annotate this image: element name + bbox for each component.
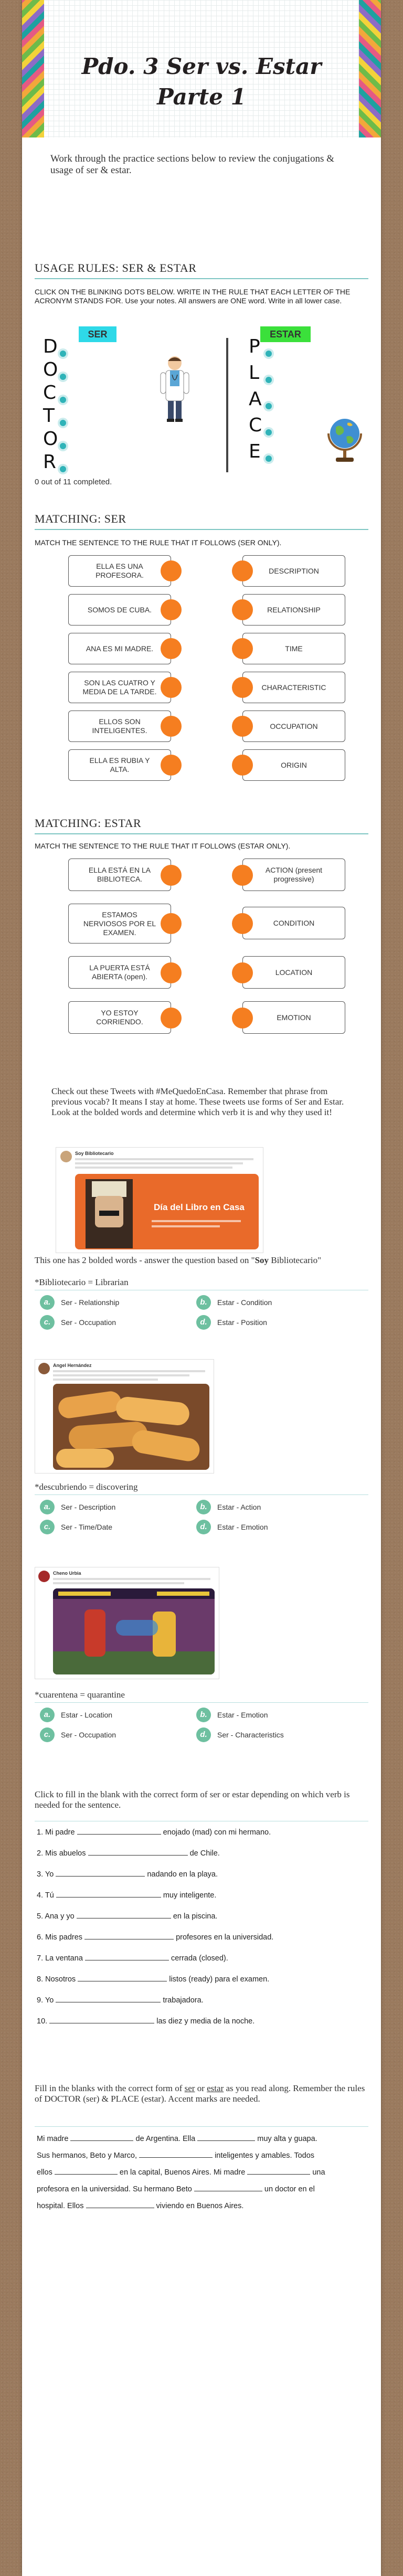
doctor-letter-d: D xyxy=(43,336,58,357)
blink-dot-d[interactable] xyxy=(60,351,66,357)
q2-option-a-circle[interactable]: a. xyxy=(40,1500,55,1514)
q3-option-a-circle[interactable]: a. xyxy=(40,1708,55,1722)
fill1-blank-1[interactable] xyxy=(77,1834,161,1835)
worksheet-page xyxy=(22,0,381,2576)
title-line-1: Pdo. 3 Ser vs. Estar xyxy=(81,54,322,79)
ser-right-1[interactable]: DESCRIPTION xyxy=(242,555,345,587)
q2-option-c-label[interactable]: Ser - Time/Date xyxy=(61,1523,113,1531)
estar-left-knob-3[interactable] xyxy=(161,962,182,983)
blink-dot-r[interactable] xyxy=(60,466,66,472)
q2-option-a-label[interactable]: Ser - Description xyxy=(61,1503,116,1511)
estar-left-4[interactable]: YO ESTOY CORRIENDO. xyxy=(68,1001,171,1034)
place-letter-l: L xyxy=(249,362,260,384)
usage-heading: USAGE RULES: SER & ESTAR xyxy=(35,261,197,274)
fill1-blank-3[interactable] xyxy=(56,1876,145,1877)
fill2-line-2: Sus hermanos, Beto y Marco, inteligentes y amables. Todos xyxy=(37,2151,315,2160)
estar-right-2[interactable]: CONDITION xyxy=(242,907,345,939)
fill2-line-3: ellos en la capital, Buenos Aires. Mi madre una xyxy=(37,2168,325,2177)
ser-left-knob-3[interactable] xyxy=(161,638,182,659)
q3-option-b-circle[interactable]: b. xyxy=(196,1708,211,1722)
estar-left-knob-2[interactable] xyxy=(161,913,182,934)
fill1-blank-2[interactable] xyxy=(88,1855,188,1856)
blink-dot-p[interactable] xyxy=(266,351,272,357)
place-letter-a: A xyxy=(249,388,262,410)
tweet-2-screenshot xyxy=(35,1359,214,1473)
fill2-blank-3[interactable] xyxy=(139,2157,213,2158)
estar-left-2[interactable]: ESTAMOS NERVIOSOS POR EL EXAMEN. xyxy=(68,904,171,944)
ser-left-knob-2[interactable] xyxy=(161,599,182,620)
fill2-line-5: hospital. Ellos viviendo en Buenos Aires. xyxy=(37,2202,244,2210)
doctor-letter-c: C xyxy=(43,382,57,404)
fill1-item-6: 6. Mis padres profesores en la universidad. xyxy=(37,1933,274,1942)
tweet-3-image xyxy=(53,1588,215,1674)
q3-option-c-label[interactable]: Ser - Occupation xyxy=(61,1731,116,1739)
estar-left-3[interactable]: LA PUERTA ESTÁ ABIERTA (open). xyxy=(68,956,171,989)
avatar xyxy=(38,1571,50,1582)
fill2-blank-5[interactable] xyxy=(247,2174,310,2175)
estar-right-knob-1[interactable] xyxy=(232,865,253,886)
q2-option-d-circle[interactable]: d. xyxy=(196,1520,211,1534)
tweets-intro: Check out these Tweets with #MeQuedoEnCasa. Remember that phrase from previous vocab? It means I stay at home. These tweets use forms of Ser and Estar. Look at the bolded words and determine which verb it is and why they used it! xyxy=(51,1086,344,1117)
q2-divider xyxy=(35,1494,368,1495)
fill1-item-8: 8. Nosotros listos (ready) para el examen. xyxy=(37,1975,270,1984)
fill1-item-1: 1. Mi padre enojado (mad) con mi hermano. xyxy=(37,1828,271,1837)
intro-text: Work through the practice sections below to review the conjugations & usage of ser & estar. xyxy=(50,153,334,176)
estar-right-4[interactable]: EMOTION xyxy=(242,1001,345,1034)
ser-left-3[interactable]: ANA ES MI MADRE. xyxy=(68,633,171,664)
tweet-1-image xyxy=(75,1174,259,1249)
q3-option-c-circle[interactable]: c. xyxy=(40,1727,55,1742)
estar-left-knob-1[interactable] xyxy=(161,865,182,886)
q3-gloss: *cuarentena = quarantine xyxy=(35,1690,125,1700)
q3-option-a-label[interactable]: Estar - Location xyxy=(61,1711,113,1719)
q3-option-d-label[interactable]: Ser - Characteristics xyxy=(217,1731,284,1739)
ser-left-6[interactable]: ELLA ES RUBIA Y ALTA. xyxy=(68,749,171,781)
tweet-3-user: Cheno Urbia xyxy=(53,1571,81,1576)
tweet-1-screenshot xyxy=(56,1147,263,1253)
fill1-item-3: 3. Yo nadando en la playa. xyxy=(37,1870,218,1879)
blink-dot-o2[interactable] xyxy=(60,443,66,449)
q1-option-d-label[interactable]: Estar - Position xyxy=(217,1318,267,1327)
fill1-item-10: 10. las diez y media de la noche. xyxy=(37,2017,255,2026)
estar-right-knob-4[interactable] xyxy=(232,1008,253,1029)
q3-option-d-circle[interactable]: d. xyxy=(196,1727,211,1742)
q1-gloss: *Bibliotecario = Librarian xyxy=(35,1277,129,1287)
avatar xyxy=(60,1151,72,1162)
fill2-divider xyxy=(35,2126,368,2127)
tweet-2-image xyxy=(53,1384,209,1470)
matching-ser-divider xyxy=(35,529,368,530)
estar-right-knob-3[interactable] xyxy=(232,962,253,983)
estar-left-knob-4[interactable] xyxy=(161,1008,182,1029)
ser-right-3[interactable]: TIME xyxy=(242,633,345,664)
blink-dot-l[interactable] xyxy=(266,377,272,383)
fill1-item-2: 2. Mis abuelos de Chile. xyxy=(37,1849,220,1858)
blink-dot-a[interactable] xyxy=(266,403,272,409)
blink-dot-e[interactable] xyxy=(266,455,272,462)
fill2-line-1: Mi madre de Argentina. Ella muy alta y guapa. xyxy=(37,2135,317,2143)
matching-ser-instructions: MATCH THE SENTENCE TO THE RULE THAT IT FOLLOWS (SER ONLY). xyxy=(35,538,282,547)
q1-option-b-label[interactable]: Estar - Condition xyxy=(217,1298,272,1307)
q3-divider xyxy=(35,1702,368,1703)
blink-dot-c2[interactable] xyxy=(266,429,272,436)
estar-right-knob-2[interactable] xyxy=(232,913,253,934)
q3-option-b-label[interactable]: Estar - Emotion xyxy=(217,1711,268,1719)
doctor-letter-r: R xyxy=(43,451,57,473)
blink-dot-c[interactable] xyxy=(60,397,66,403)
ser-right-knob-2[interactable] xyxy=(232,599,253,620)
doctor-letter-o: O xyxy=(43,359,58,380)
estar-left-1[interactable]: ELLA ESTÁ EN LA BIBLIOTECA. xyxy=(68,858,171,891)
center-divider xyxy=(226,338,228,472)
tweet-2-user: Angel Hernández xyxy=(53,1363,92,1368)
doctor-letter-t: T xyxy=(43,405,55,427)
q2-option-b-label[interactable]: Estar - Action xyxy=(217,1503,261,1511)
ser-right-5[interactable]: OCCUPATION xyxy=(242,711,345,742)
q1-prompt: This one has 2 bolded words - answer the question based on "Soy Bibliotecario" xyxy=(35,1255,322,1265)
ser-right-knob-5[interactable] xyxy=(232,716,253,737)
q1-option-c-label[interactable]: Ser - Occupation xyxy=(61,1318,116,1327)
fill1-item-7: 7. La ventana cerrada (closed). xyxy=(37,1954,228,1963)
q2-option-b-circle[interactable]: b. xyxy=(196,1500,211,1514)
estar-label: ESTAR xyxy=(260,326,311,342)
matching-estar-divider xyxy=(35,833,368,834)
fill2-blank-2[interactable] xyxy=(197,2140,255,2141)
usage-instructions: CLICK ON THE BLINKING DOTS BELOW. WRITE IN THE RULE THAT EACH LETTER OF THE ACRONYM STANDS FOR. Use your notes. All answers are ONE word. Write in all lower case. xyxy=(35,288,351,305)
q1-option-d-circle[interactable]: d. xyxy=(196,1315,211,1330)
fill2-instructions: Fill in the blanks with the correct form of ser or estar as you read along. Remember the rules of DOCTOR (ser) & PLACE (estar). Accent marks are needed. xyxy=(35,2083,365,2104)
ser-right-knob-4[interactable] xyxy=(232,677,253,698)
tweet-1-banner: Día del Libro en Casa xyxy=(154,1202,245,1212)
ser-right-knob-6[interactable] xyxy=(232,755,253,776)
q1-option-c-circle[interactable]: c. xyxy=(40,1315,55,1330)
header-banner xyxy=(22,0,381,137)
ser-right-2[interactable]: RELATIONSHIP xyxy=(242,594,345,626)
q2-gloss: *descubriendo = discovering xyxy=(35,1482,138,1492)
chevron-pattern-left xyxy=(22,0,44,137)
matching-ser-heading: MATCHING: SER xyxy=(35,512,126,525)
fill2-blank-4[interactable] xyxy=(55,2174,118,2175)
matching-estar-heading: MATCHING: ESTAR xyxy=(35,817,142,830)
doctor-illustration xyxy=(156,354,193,424)
estar-right-3[interactable]: LOCATION xyxy=(242,956,345,989)
estar-right-1[interactable]: ACTION (present progressive) xyxy=(242,858,345,891)
ser-left-5[interactable]: ELLOS SON INTELIGENTES. xyxy=(68,711,171,742)
blink-dot-o[interactable] xyxy=(60,374,66,380)
fill2-blank-1[interactable] xyxy=(70,2140,133,2141)
q1-option-a-circle[interactable]: a. xyxy=(40,1295,55,1310)
ser-right-knob-3[interactable] xyxy=(232,638,253,659)
fill1-item-5: 5. Ana y yo en la piscina. xyxy=(37,1912,218,1921)
place-letter-p: P xyxy=(249,336,260,357)
page-title xyxy=(54,51,349,112)
chevron-pattern-right xyxy=(359,0,381,137)
title-line-2: Parte 1 xyxy=(157,84,246,110)
ser-left-2[interactable]: SOMOS DE CUBA. xyxy=(68,594,171,626)
fill1-item-9: 9. Yo trabajadora. xyxy=(37,1996,204,2005)
doctor-letter-o2: O xyxy=(43,428,58,450)
ser-right-knob-1[interactable] xyxy=(232,560,253,581)
fill1-item-4: 4. Tú muy inteligente. xyxy=(37,1891,217,1900)
place-letter-c: C xyxy=(249,415,262,436)
q1-option-b-circle[interactable]: b. xyxy=(196,1295,211,1310)
q2-option-c-circle[interactable]: c. xyxy=(40,1520,55,1534)
fill2-line-4: profesora en la universidad. Su hermano Beto un doctor en el xyxy=(37,2185,315,2193)
tweet-1-user: Soy Bibliotecario xyxy=(75,1151,114,1156)
fill1-instructions: Click to fill in the blank with the correct form of ser or estar depending on which verb is needed for the sentence. xyxy=(35,1789,350,1810)
ser-left-4[interactable]: SON LAS CUATRO Y MEDIA DE LA TARDE. xyxy=(68,672,171,703)
avatar xyxy=(38,1363,50,1374)
place-letter-e: E xyxy=(249,441,261,462)
usage-progress: 0 out of 11 completed. xyxy=(35,478,112,486)
usage-divider xyxy=(35,278,368,279)
q1-option-a-label[interactable]: Ser - Relationship xyxy=(61,1298,120,1307)
q2-option-d-label[interactable]: Estar - Emotion xyxy=(217,1523,268,1531)
matching-estar-instructions: MATCH THE SENTENCE TO THE RULE THAT IT FOLLOWS (ESTAR ONLY). xyxy=(35,842,291,850)
ser-left-knob-6[interactable] xyxy=(161,755,182,776)
ser-left-knob-5[interactable] xyxy=(161,716,182,737)
ser-right-4[interactable]: CHARACTERISTIC xyxy=(242,672,345,703)
globe-illustration xyxy=(326,414,363,464)
ser-left-knob-1[interactable] xyxy=(161,560,182,581)
ser-left-knob-4[interactable] xyxy=(161,677,182,698)
tweet-3-screenshot xyxy=(35,1567,219,1679)
ser-right-6[interactable]: ORIGIN xyxy=(242,749,345,781)
ser-left-1[interactable]: ELLA ES UNA PROFESORA. xyxy=(68,555,171,587)
ser-label: SER xyxy=(79,326,116,342)
blink-dot-t[interactable] xyxy=(60,420,66,426)
